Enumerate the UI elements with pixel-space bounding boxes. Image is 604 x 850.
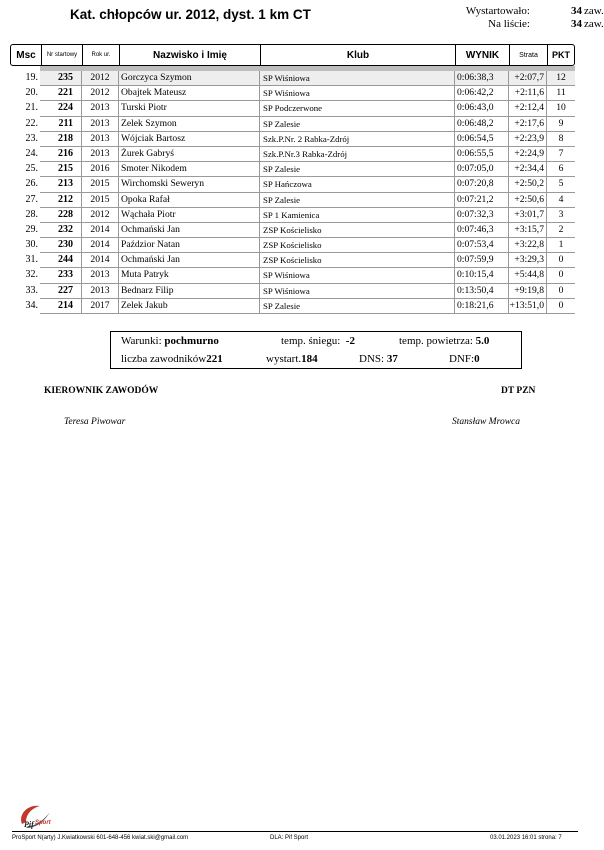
cell-rok: 2013 (81, 101, 118, 115)
cell-pkt: 4 (546, 193, 575, 207)
dns-label: DNS: (359, 353, 385, 365)
cell-club: SP 1 Kamienica (259, 208, 454, 222)
place-cell: 20. (25, 87, 38, 99)
cell-rok: 2013 (81, 117, 118, 131)
cell-nr: 216 (58, 147, 73, 159)
table-row (40, 117, 575, 132)
cell-nr: 224 (58, 102, 73, 114)
start-stats (430, 5, 604, 31)
cell-strata: +3:22,8 (508, 238, 546, 252)
header-wynik: WYNIK (455, 45, 509, 65)
air-temp-label: temp. powietrza: (399, 335, 473, 347)
cell-wynik: 0:13:50,4 (454, 284, 508, 298)
cell-club: SP Zalesie (259, 117, 454, 131)
cell-pkt: 8 (546, 132, 575, 146)
cell-wynik: 0:07:05,0 (454, 162, 508, 176)
header-club: Klub (260, 45, 455, 65)
cell-nr: 244 (58, 254, 73, 266)
results-table-header (10, 44, 575, 66)
table-row (40, 299, 575, 314)
place-cell: 27. (25, 193, 38, 205)
cell-club: SP Zalesie (259, 162, 454, 176)
signature-left-title: KIEROWNIK ZAWODÓW (44, 386, 159, 396)
cell-club: ZSP Kościelisko (259, 223, 454, 237)
snow-temp-label: temp. śniegu: (281, 335, 341, 347)
header-pkt: PKT (547, 45, 574, 65)
header-nr: Nr startowy (41, 45, 82, 65)
table-row (40, 268, 575, 283)
warunki-value: pochmurno (164, 335, 219, 347)
cell-club: SP Wiśniowa (259, 86, 454, 100)
cell-strata: +2:50,2 (508, 177, 546, 191)
cell-nr: 212 (58, 193, 73, 205)
footer-left: ProSport N(arty) J.Kwiatkowski 601-648-456 kwiat.ski@gmail.com (12, 835, 189, 841)
place-cell: 30. (25, 239, 38, 251)
table-row (40, 132, 575, 147)
cell-name: Bednarz Filip (118, 284, 259, 298)
cell-rok: 2014 (81, 223, 118, 237)
snow-temp-value: -2 (345, 335, 355, 347)
cell-strata: +13:51,0 (508, 299, 546, 313)
header-msc: Msc (16, 49, 36, 61)
cell-wynik: 0:07:32,3 (454, 208, 508, 222)
cell-club: SP Wiśniowa (259, 268, 454, 282)
cell-wynik: 0:06:54,5 (454, 132, 508, 146)
cell-nr: 214 (58, 299, 73, 311)
table-row (40, 284, 575, 299)
pif-sport-logo (14, 802, 54, 830)
cell-club: ZSP Kościelisko (259, 253, 454, 267)
place-cell: 34. (25, 299, 38, 311)
place-cell: 31. (25, 254, 38, 266)
cell-pkt: 9 (546, 117, 575, 131)
cell-nr: 221 (58, 87, 73, 99)
cell-wynik: 0:06:55,5 (454, 147, 508, 161)
cell-name: Obajtek Mateusz (118, 86, 259, 100)
started-unit: zaw. (584, 5, 604, 17)
cell-strata: +2:07,7 (508, 71, 546, 85)
cell-strata: +2:17,6 (508, 117, 546, 131)
table-row (40, 86, 575, 101)
cell-strata: +2:11,6 (508, 86, 546, 100)
dnf-label: DNF: (449, 353, 475, 365)
cell-nr: 211 (58, 117, 73, 129)
cell-name: Ochmański Jan (118, 253, 259, 267)
cell-club: Szk.P.Nr.3 Rabka-Zdrój (259, 147, 454, 161)
cell-pkt: 0 (546, 284, 575, 298)
cell-nr: 232 (58, 223, 73, 235)
place-cell: 28. (25, 208, 38, 220)
table-row (40, 71, 575, 86)
cell-pkt: 2 (546, 223, 575, 237)
count-label: liczba zawodników (121, 353, 207, 365)
cell-nr: 213 (58, 178, 73, 190)
cell-wynik: 0:06:42,2 (454, 86, 508, 100)
cell-club: SP Zalesie (259, 299, 454, 313)
footer-divider (12, 831, 578, 832)
listed-label: Na liście: (488, 18, 530, 30)
cell-name: Zelek Szymon (118, 117, 259, 131)
cell-club: SP Podczerwone (259, 101, 454, 115)
table-row (40, 208, 575, 223)
cell-wynik: 0:07:20,8 (454, 177, 508, 191)
cell-wynik: 0:06:48,2 (454, 117, 508, 131)
cell-nr: 218 (58, 132, 73, 144)
cell-pkt: 1 (546, 238, 575, 252)
place-cell: 21. (25, 102, 38, 114)
place-cell: 22. (25, 117, 38, 129)
cell-rok: 2017 (81, 299, 118, 313)
table-row (40, 162, 575, 177)
air-temp-value: 5.0 (475, 335, 490, 347)
started-count-value: 184 (301, 353, 318, 365)
cell-strata: +3:15,7 (508, 223, 546, 237)
header-name: Nazwisko i Imię (119, 45, 260, 65)
table-row (40, 147, 575, 162)
cell-pkt: 7 (546, 147, 575, 161)
cell-club: SP Zalesie (259, 193, 454, 207)
cell-wynik: 0:07:59,9 (454, 253, 508, 267)
header-strata: Strata (509, 45, 547, 65)
cell-rok: 2013 (81, 284, 118, 298)
cell-name: Wójciak Bartosz (118, 132, 259, 146)
place-cell: 19. (25, 72, 38, 83)
cell-name: Wirchomski Seweryn (118, 177, 259, 191)
count-value: 221 (206, 353, 223, 365)
cell-pkt: 0 (546, 299, 575, 313)
cell-name: Smoter Nikodem (118, 162, 259, 176)
listed-unit: zaw. (584, 18, 604, 30)
cell-pkt: 11 (546, 86, 575, 100)
table-row (40, 177, 575, 192)
cell-club: SP Hańczowa (259, 177, 454, 191)
place-cell: 24. (25, 147, 38, 159)
cell-wynik: 0:07:53,4 (454, 238, 508, 252)
cell-nr: 235 (58, 72, 73, 83)
cell-name: Ochmański Jan (118, 223, 259, 237)
signature-right-title: DT PZN (501, 386, 536, 396)
cell-nr: 215 (58, 163, 73, 175)
cell-pkt: 12 (546, 71, 575, 85)
cell-name: Gorczyca Szymon (118, 71, 259, 85)
place-cell: 25. (25, 163, 38, 175)
cell-pkt: 0 (546, 268, 575, 282)
cell-pkt: 10 (546, 101, 575, 115)
place-column (10, 71, 40, 314)
cell-pkt: 0 (546, 253, 575, 267)
cell-strata: +2:24,9 (508, 147, 546, 161)
cell-rok: 2015 (81, 177, 118, 191)
warunki-label: Warunki: (121, 335, 162, 347)
cell-club: Szk.P.Nr. 2 Rabka-Zdrój (259, 132, 454, 146)
cell-name: Opoka Rafał (118, 193, 259, 207)
cell-wynik: 0:10:15,4 (454, 268, 508, 282)
dnf-value: 0 (474, 353, 480, 365)
cell-club: ZSP Kościelisko (259, 238, 454, 252)
cell-wynik: 0:06:43,0 (454, 101, 508, 115)
cell-rok: 2013 (81, 147, 118, 161)
dns-value: 37 (386, 353, 398, 365)
cell-pkt: 6 (546, 162, 575, 176)
cell-rok: 2013 (81, 268, 118, 282)
cell-rok: 2015 (81, 193, 118, 207)
cell-rok: 2014 (81, 238, 118, 252)
cell-strata: +5:44,8 (508, 268, 546, 282)
cell-nr: 233 (58, 269, 73, 281)
table-row (40, 253, 575, 268)
conditions-box (110, 331, 522, 369)
signature-left-name: Teresa Piwowar (64, 417, 126, 427)
table-row (40, 101, 575, 116)
started-label: Wystartowało: (465, 5, 530, 17)
place-cell: 29. (25, 223, 38, 235)
cell-rok: 2012 (81, 71, 118, 85)
place-cell: 26. (25, 178, 38, 190)
cell-wynik: 0:07:46,3 (454, 223, 508, 237)
cell-strata: +3:01,7 (508, 208, 546, 222)
cell-rok: 2016 (81, 162, 118, 176)
footer-center: DLA: Pif Sport (270, 835, 309, 841)
table-row (40, 193, 575, 208)
started-count-label: wystart. (266, 353, 302, 365)
cell-strata: +2:34,4 (508, 162, 546, 176)
cell-rok: 2013 (81, 132, 118, 146)
cell-name: Wąchała Piotr (118, 208, 259, 222)
cell-name: Paździor Natan (118, 238, 259, 252)
cell-name: Turski Piotr (118, 101, 259, 115)
cell-strata: +2:12,4 (508, 101, 546, 115)
cell-rok: 2012 (81, 208, 118, 222)
results-table-body (40, 71, 575, 314)
cell-rok: 2012 (81, 86, 118, 100)
cell-wynik: 0:18:21,6 (454, 299, 508, 313)
cell-wynik: 0:07:21,2 (454, 193, 508, 207)
place-cell: 33. (25, 284, 38, 296)
place-cell: 23. (25, 132, 38, 144)
cell-strata: +2:50,6 (508, 193, 546, 207)
cell-pkt: 3 (546, 208, 575, 222)
cell-rok: 2014 (81, 253, 118, 267)
footer-right: 03.01.2023 16:01 strona: 7 (490, 835, 562, 841)
cell-wynik: 0:06:38,3 (454, 71, 508, 85)
signature-right-name: Stansław Mrowca (452, 417, 520, 427)
cell-club: SP Wiśniowa (259, 71, 454, 85)
svg-text:Sport: Sport (35, 820, 51, 826)
cell-name: Żurek Gabryś (118, 147, 259, 161)
cell-name: Zelek Jakub (118, 299, 259, 313)
cell-name: Muta Patryk (118, 268, 259, 282)
svg-text:Pif: Pif (24, 820, 34, 829)
cell-nr: 230 (58, 239, 73, 251)
listed-value: 34 (571, 18, 582, 30)
cell-strata: +9:19,8 (508, 284, 546, 298)
started-value: 34 (571, 5, 582, 17)
cell-strata: +2:23,9 (508, 132, 546, 146)
cell-strata: +3:29,3 (508, 253, 546, 267)
page-title: Kat. chłopców ur. 2012, dyst. 1 km CT (70, 7, 311, 22)
table-row (40, 238, 575, 253)
cell-nr: 228 (58, 208, 73, 220)
cell-club: SP Wiśniowa (259, 284, 454, 298)
table-row (40, 223, 575, 238)
cell-pkt: 5 (546, 177, 575, 191)
place-cell: 32. (25, 269, 38, 281)
cell-nr: 227 (58, 284, 73, 296)
header-rok: Rok ur. (82, 45, 119, 65)
